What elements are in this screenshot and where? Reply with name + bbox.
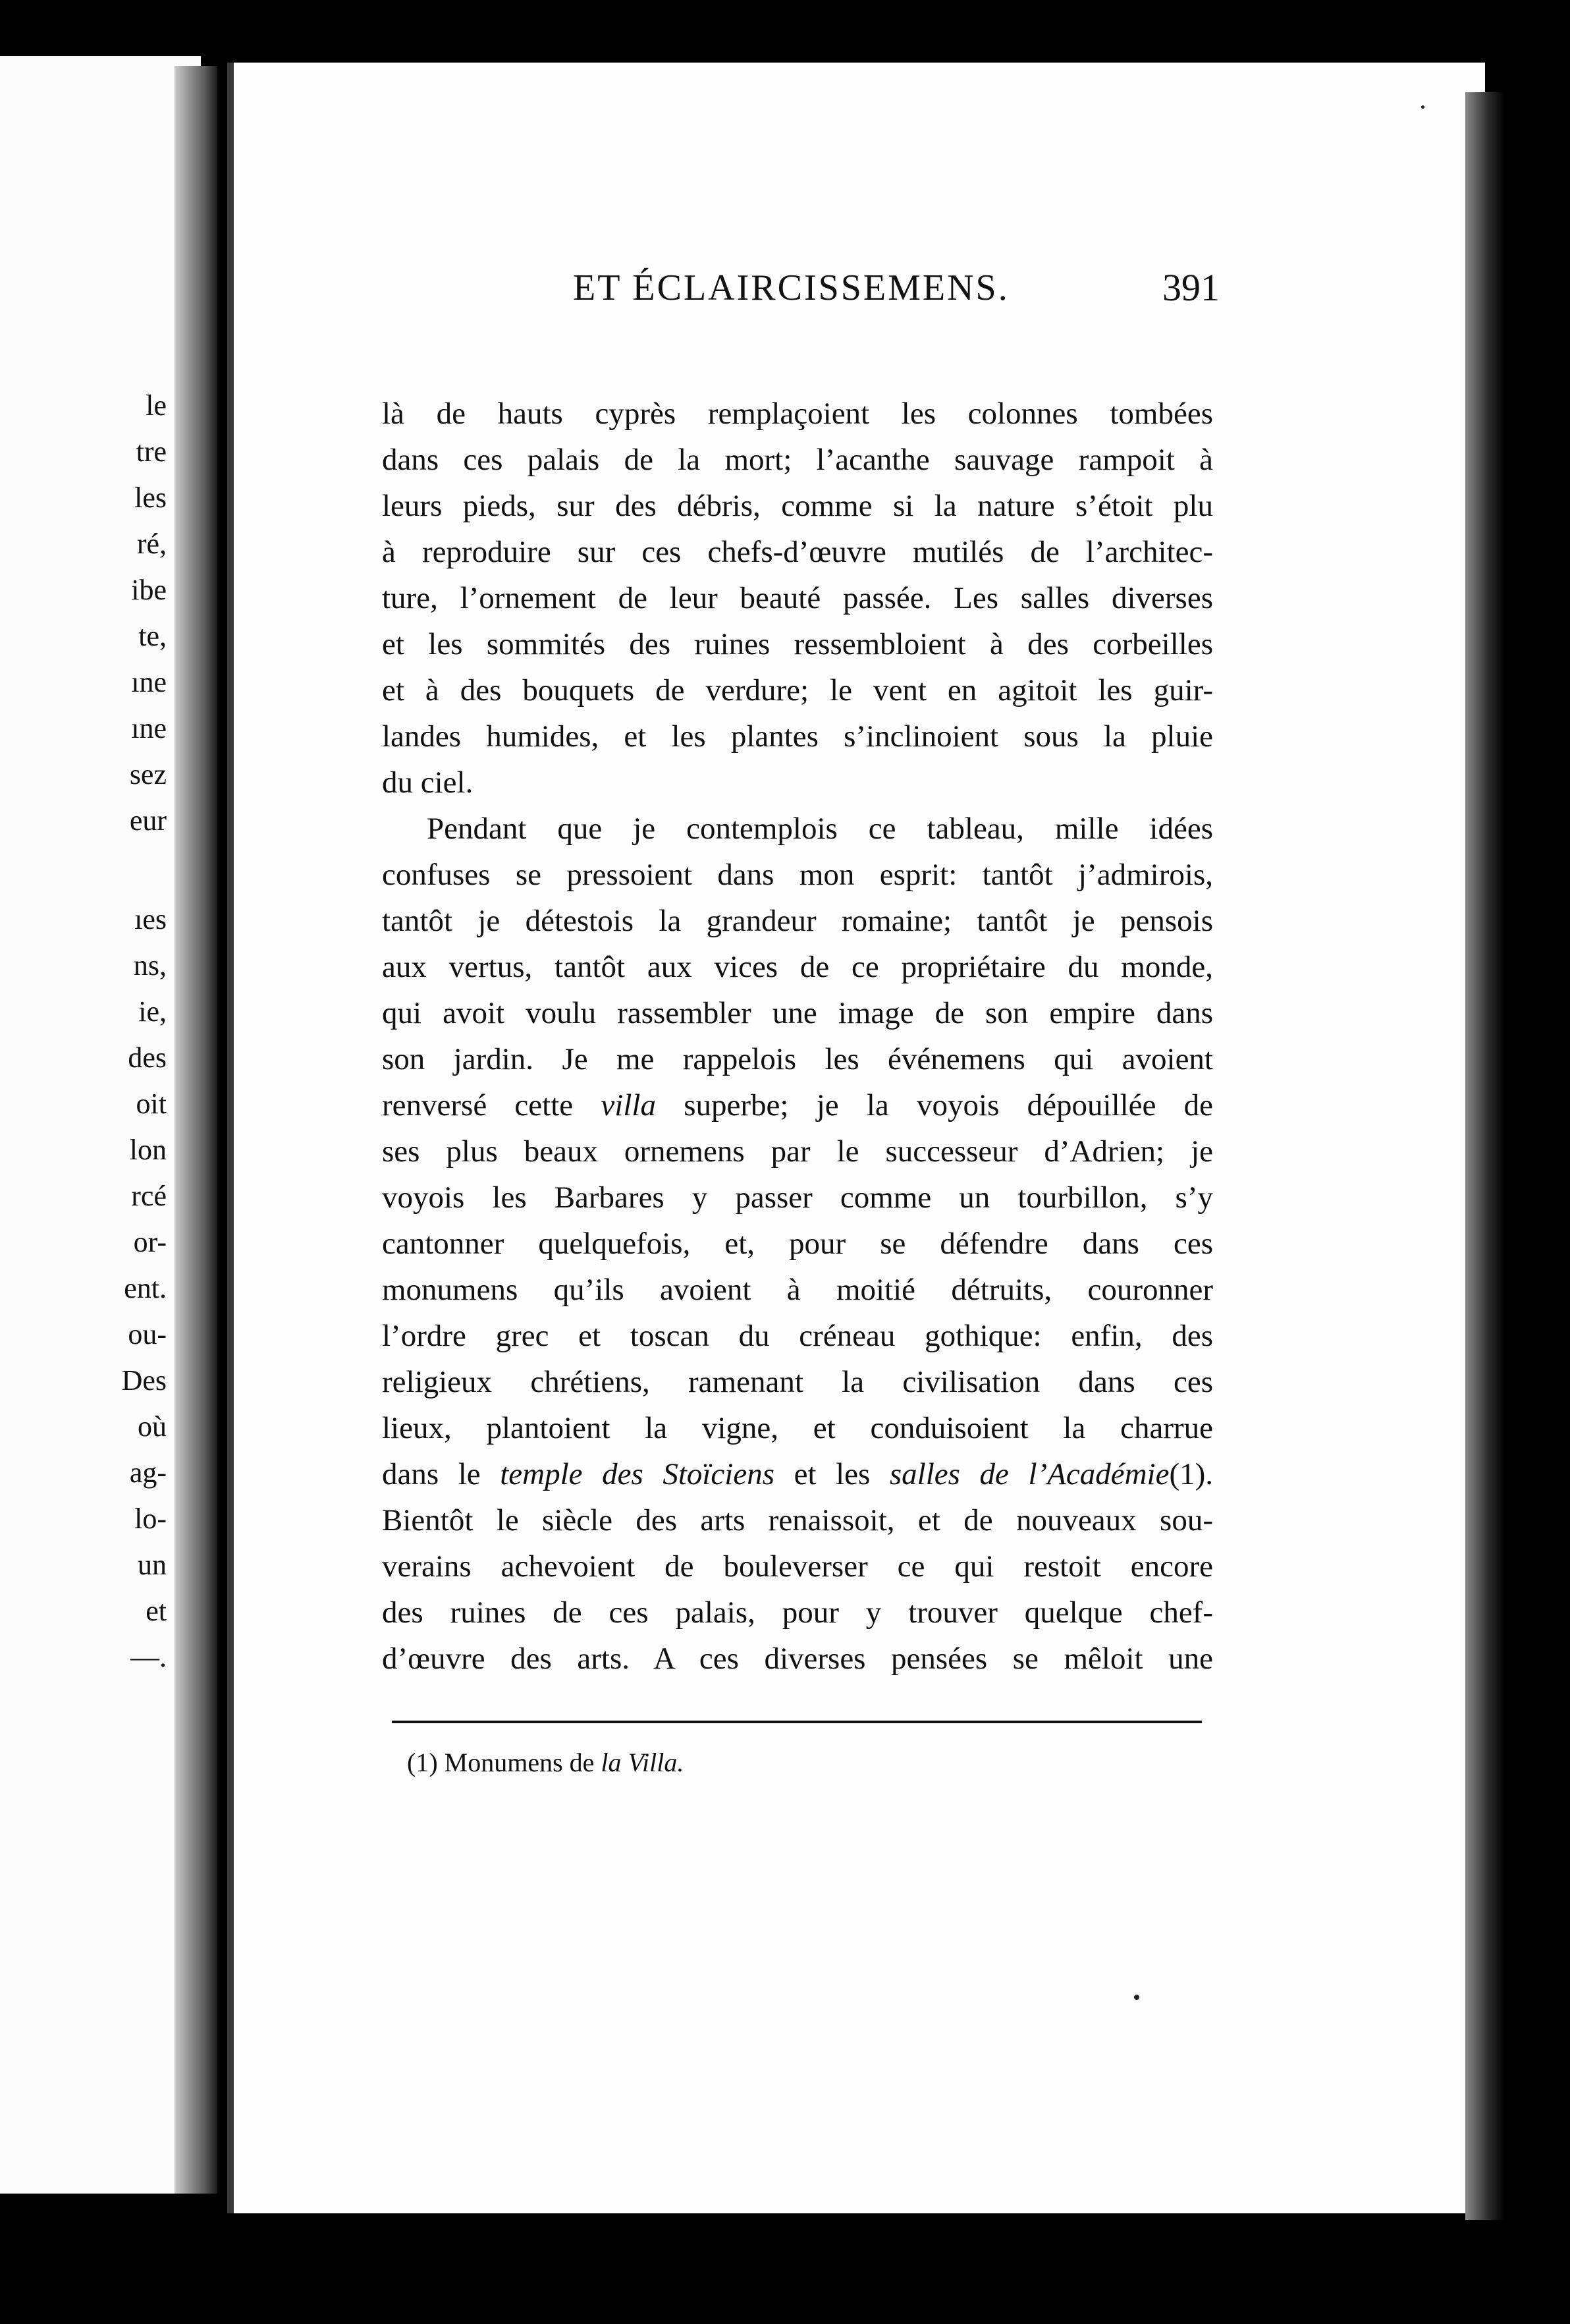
- previous-page-fragment: et: [146, 1595, 167, 1627]
- footnote-ref: (1).: [1169, 1457, 1214, 1491]
- text-line: confuses se pressoient dans mon esprit: tantôt j’admirois,: [382, 858, 1213, 892]
- previous-page-fragment: ıne: [131, 666, 167, 698]
- text-line: ture, l’ornement de leur beauté passée. Les salles diverses: [382, 581, 1213, 615]
- text-line: lieux, plantoient la vigne, et conduisoient la charrue: [382, 1411, 1213, 1445]
- previous-page-fragment: des: [128, 1041, 167, 1074]
- italic-term: villa: [601, 1088, 656, 1122]
- previous-page-fragment: le: [146, 389, 167, 422]
- text-line: religieux chrétiens, ramenant la civilisation dans ces: [382, 1365, 1213, 1399]
- text-line: et les sommités des ruines ressembloient à des corbeilles: [382, 627, 1213, 661]
- text-line: des ruines de ces palais, pour y trouver quelque chef-: [382, 1595, 1213, 1630]
- text-line: Bientôt le siècle des arts renaissoit, et de nouveaux sou-: [382, 1503, 1213, 1537]
- previous-page-fragment: ou-: [128, 1318, 167, 1350]
- text-line: son jardin. Je me rappelois les événemens qui avoient: [382, 1042, 1213, 1076]
- previous-page-fragment: tre: [136, 435, 167, 468]
- text-run: et les: [794, 1457, 871, 1491]
- footnote-rule: [392, 1721, 1202, 1723]
- footnote-text: Monumens de: [444, 1748, 595, 1777]
- text-line: à reproduire sur ces chefs-d’œuvre mutilés de l’architec-: [382, 535, 1213, 569]
- previous-page-fragment: te,: [138, 620, 167, 652]
- previous-page-fragment: ibe: [131, 574, 167, 606]
- text-line: tantôt je détestois la grandeur romaine; tantôt je pensois: [382, 904, 1213, 938]
- previous-page-fragment: or-: [133, 1226, 167, 1258]
- ink-speck: [1421, 105, 1424, 109]
- previous-page-fragment: —.: [130, 1641, 167, 1673]
- previous-page-fragment: Des: [121, 1364, 167, 1397]
- previous-page-fragment: oit: [136, 1088, 167, 1120]
- text-line: verains achevoient de bouleverser ce qui restoit encore: [382, 1549, 1213, 1584]
- previous-page-fragment: lon: [129, 1134, 167, 1166]
- previous-page-fragment: ıne: [131, 712, 167, 744]
- text-line: leurs pieds, sur des débris, comme si la nature s’étoit plu: [382, 489, 1213, 523]
- previous-page-fragment: les: [134, 482, 167, 514]
- previous-page-fragment: ag-: [129, 1456, 167, 1489]
- previous-page-fragment: un: [138, 1549, 167, 1581]
- text-line: voyois les Barbares y passer comme un tourbillon, s’y: [382, 1180, 1213, 1215]
- text-line: là de hauts cyprès remplaçoient les colonnes tombées: [382, 397, 1213, 431]
- footnote-marker: (1): [407, 1748, 438, 1777]
- previous-page-fragment: lo-: [134, 1503, 167, 1535]
- previous-page-fragment: ıes: [134, 903, 167, 935]
- text-line: et à des bouquets de verdure; le vent en agitoit les guir-: [382, 673, 1213, 707]
- text-line: cantonner quelquefois, et, pour se défendre dans ces: [382, 1227, 1213, 1261]
- text-run: dans le: [382, 1457, 481, 1491]
- previous-page-fragment: ent.: [124, 1272, 167, 1304]
- text-line: l’ordre grec et toscan du créneau gothique: enfin, des: [382, 1319, 1213, 1353]
- previous-page-fragment: sez: [129, 758, 167, 790]
- previous-page-fragment: ré,: [136, 528, 167, 560]
- text-line: [382, 1086, 1213, 1125]
- italic-term: temple des Stoïciens: [500, 1457, 775, 1491]
- previous-page-fragment: ns,: [133, 949, 167, 982]
- text-line: qui avoit voulu rassembler une image de son empire dans: [382, 996, 1213, 1030]
- text-line: ses plus beaux ornemens par le successeur d’Adrien; je: [382, 1134, 1213, 1169]
- text-line: du ciel.: [382, 765, 474, 800]
- text-line: [382, 1454, 1213, 1494]
- previous-page-fragment: où: [138, 1410, 167, 1443]
- footnote-italic: la Villa.: [601, 1748, 684, 1777]
- ink-speck: [1134, 1995, 1139, 2000]
- footnote: [407, 1747, 684, 1778]
- page-number: 391: [1162, 266, 1220, 309]
- text-run: renversé cette: [382, 1088, 574, 1122]
- text-line: monumens qu’ils avoient à moitié détruits, couronner: [382, 1273, 1213, 1307]
- text-line: landes humides, et les plantes s’inclinoient sous la pluie: [382, 719, 1213, 754]
- running-head-title: ET ÉCLAIRCISSEMENS.: [573, 267, 1010, 308]
- previous-page-fragment: rcé: [131, 1180, 167, 1212]
- text-line: aux vertus, tantôt aux vices de ce propriétaire du monde,: [382, 950, 1213, 984]
- text-line: Pendant que je contemplois ce tableau, mille idées: [427, 812, 1213, 846]
- italic-term: salles de l’Académie: [889, 1457, 1170, 1491]
- previous-page-fragment: eur: [129, 804, 167, 837]
- text-line: dans ces palais de la mort; l’acanthe sauvage rampoit à: [382, 443, 1213, 477]
- text-run: superbe; je la voyois dépouillée de: [684, 1088, 1214, 1122]
- previous-page-fragment: ie,: [138, 995, 167, 1028]
- text-line: d’œuvre des arts. A ces diverses pensées se mêloit une: [382, 1642, 1213, 1676]
